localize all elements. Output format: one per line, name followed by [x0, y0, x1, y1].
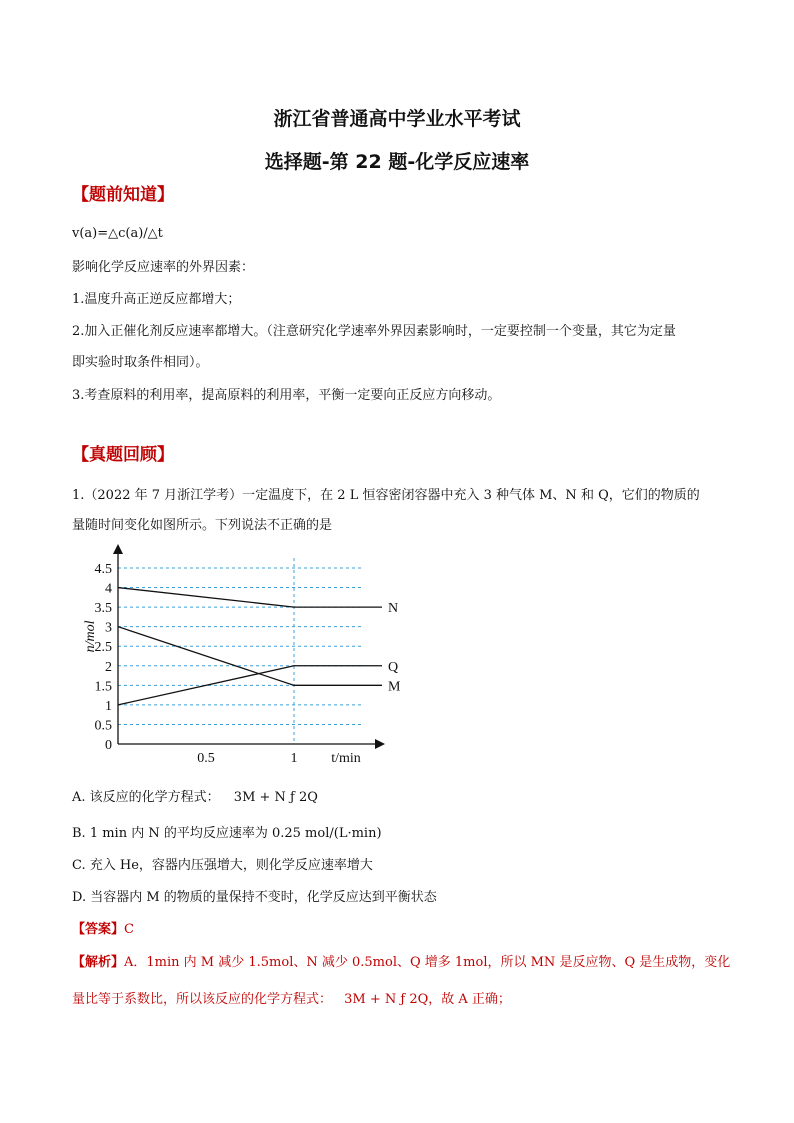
answer [72, 918, 134, 937]
analysis-text-2b: ，故 A 正确； [428, 992, 511, 1007]
option-a-text: A. 该反应的化学方程式： [72, 790, 220, 805]
chart [78, 540, 401, 775]
rate-formula: v(a)=△c(a)/△t [72, 226, 163, 241]
y-tick-label: 4 [105, 581, 112, 597]
y-tick-label: 1.5 [94, 679, 112, 695]
y-tick-label: 2 [105, 659, 112, 675]
factor-catalyst-line2: 即实验时取条件相同）。 [72, 355, 209, 370]
question-line2: 量随时间变化如图所示。下列说法不正确的是 [72, 518, 333, 533]
y-tick-label: 1 [105, 698, 112, 714]
analysis-text: A．1min 内 M 减少 1.5mol、N 减少 0.5mol、Q 增多 1mol，所以 MN 是反应物、Q 是生成物，变化 [124, 955, 731, 970]
factor-catalyst-line1: 2.加入正催化剂反应速率都增大。（注意研究化学速率外界因素影响时，一定要控制一个变量，其它为定量 [72, 324, 676, 339]
analysis-line2 [72, 988, 511, 1007]
x-tick-label: 1 [290, 751, 298, 766]
option-c: C. 充入 He，容器内压强增大，则化学反应速率增大 [72, 858, 373, 873]
option-d: D. 当容器内 M 的物质的量保持不变时，化学反应达到平衡状态 [72, 890, 437, 905]
series-label-N: N [388, 601, 399, 617]
y-tick-label: 3.5 [94, 601, 112, 617]
y-tick-label: 0.5 [94, 718, 112, 734]
y-tick-label: 0 [105, 738, 112, 753]
page-title: 浙江省普通高中学业水平考试 [273, 108, 521, 130]
analysis-text-2a: 量比等于系数比，所以该反应的化学方程式： [72, 992, 333, 1007]
factors-label: 影响化学反应速率的外界因素： [72, 260, 255, 275]
option-a [72, 786, 318, 805]
section-heading-intro: 【题前知道】 [72, 185, 174, 205]
page-subtitle: 选择题-第 22 题-化学反应速率 [264, 151, 530, 173]
y-tick-label: 2.5 [94, 640, 112, 656]
series-line-M [118, 627, 382, 686]
chart-axes [118, 546, 383, 744]
option-a-equation: 3M + N ƒ 2Q [233, 790, 318, 805]
chart-labels [83, 562, 401, 766]
series-label-M: M [388, 679, 401, 695]
analysis-line1 [72, 951, 730, 970]
y-axis-label: n/mol [83, 620, 98, 653]
question-line1: 1.（2022 年 7 月浙江学考）一定温度下，在 2 L 恒容密闭容器中充入 3 种气体 M、N 和 Q，它们的物质的 [72, 488, 700, 503]
y-tick-label: 3 [105, 620, 112, 636]
option-b: B. 1 min 内 N 的平均反应速率为 0.25 mol/(L·min) [72, 826, 382, 841]
series-line-N [118, 588, 382, 608]
x-axis-label: t/min [331, 751, 361, 766]
answer-value: C [124, 922, 134, 937]
analysis-equation: 3M + N ƒ 2Q [344, 992, 429, 1007]
x-tick-label: 0.5 [197, 751, 215, 766]
section-heading-review: 【真题回顾】 [72, 445, 174, 465]
factor-temperature: 1.温度升高正逆反应都增大； [72, 292, 241, 307]
series-label-Q: Q [388, 659, 399, 675]
analysis-label: 【解析】 [72, 955, 125, 970]
chart-grid [118, 558, 363, 744]
answer-label: 【答案】 [72, 922, 125, 937]
y-tick-label: 4.5 [94, 562, 112, 577]
factor-utilization: 3.考查原料的利用率，提高原料的利用率，平衡一定要向正反应方向移动。 [72, 388, 501, 403]
